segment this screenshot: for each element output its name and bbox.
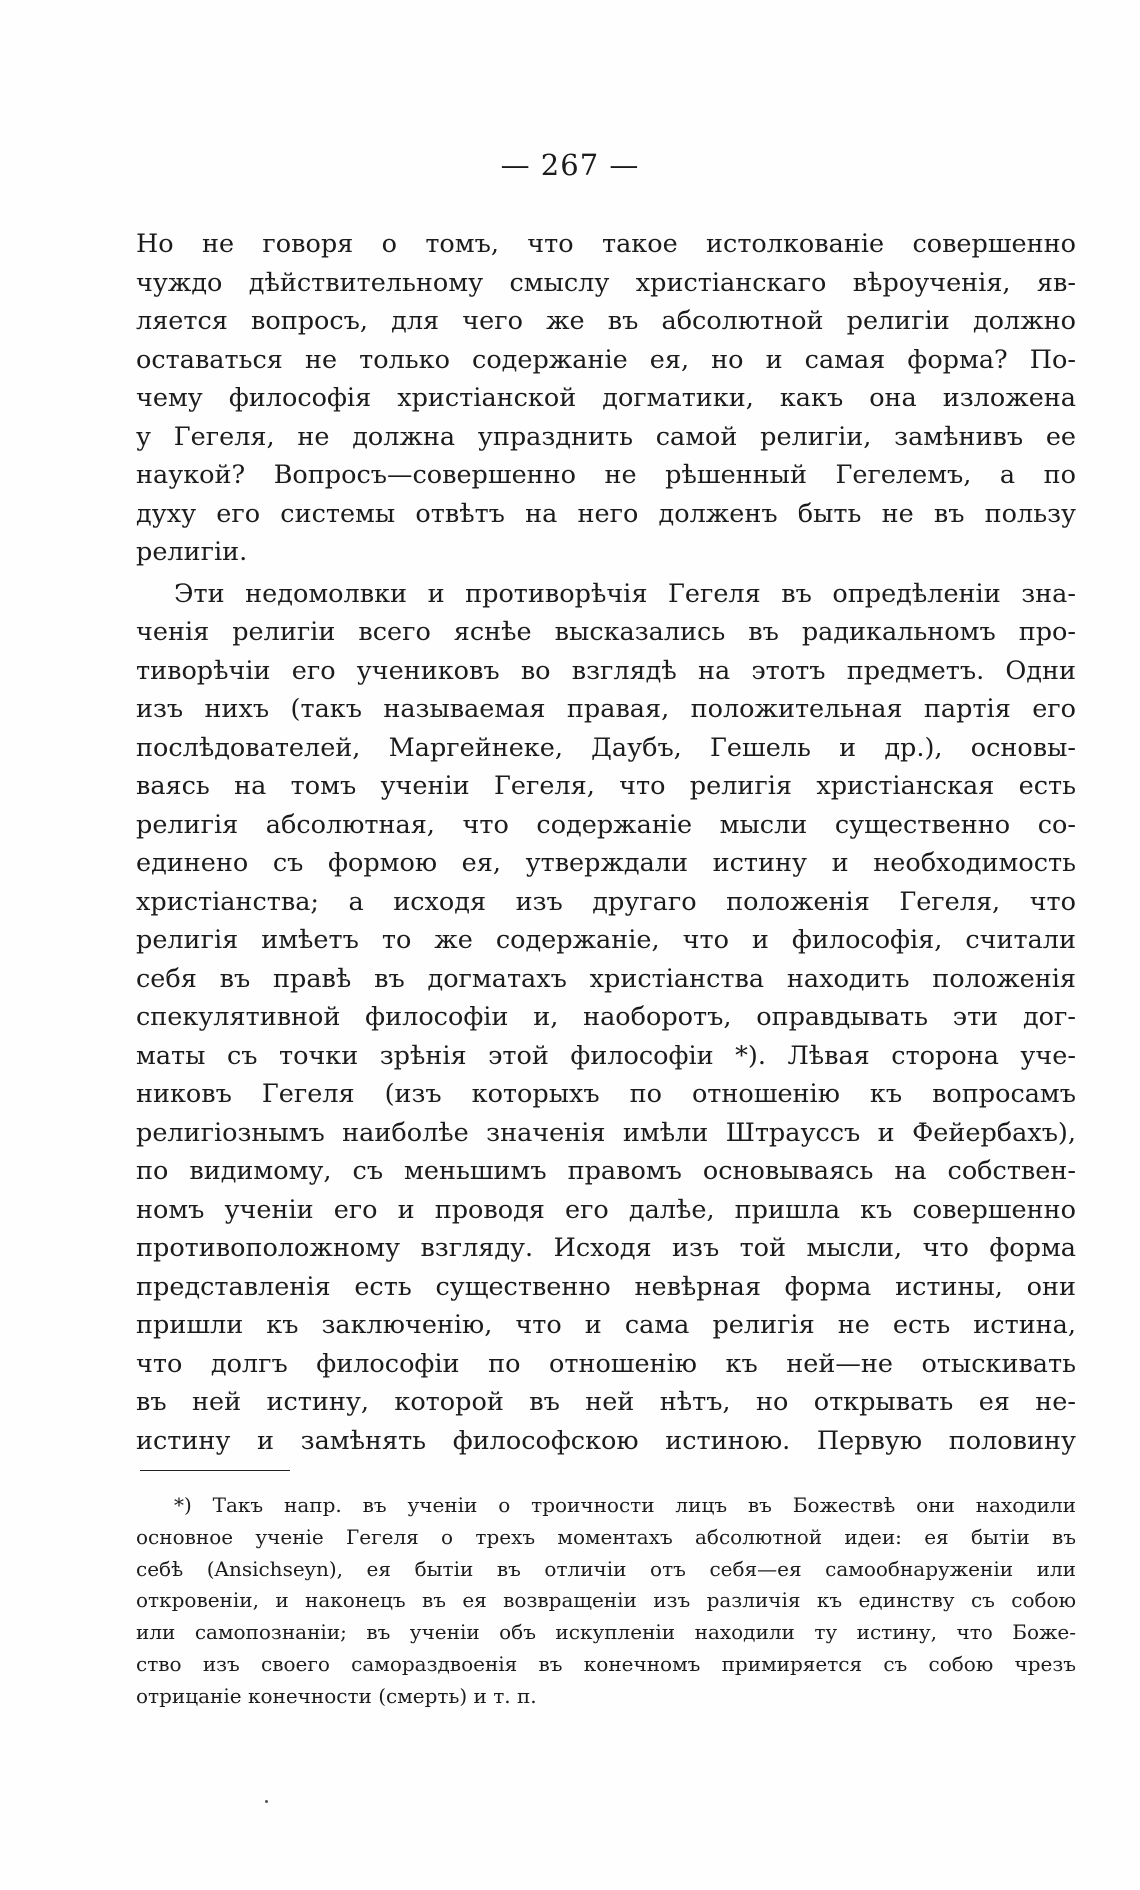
text-line: представленія есть существенно невѣрная форма истины, они (136, 1271, 1076, 1302)
print-speck (265, 1800, 268, 1803)
text-line: Эти недомолвки и противорѣчія Гегеля въ опредѣленіи зна- (174, 578, 1076, 609)
text-line: изъ нихъ (такъ называемая правая, положительная партія его (136, 694, 1076, 724)
text-line: наукой? Вопросъ—совершенно не рѣшенный Гегелемъ, а по (136, 460, 1076, 490)
footnote-line: откровеніи, и наконецъ въ ея возвращеніи изъ различія къ единству съ собою (136, 1588, 1076, 1613)
text-line: религія абсолютная, что содержаніе мысли существенно со- (136, 809, 1076, 840)
main-text (136, 225, 1076, 1460)
text-line: Но не говоря о томъ, что такое истолкованіе совершенно (136, 229, 1076, 259)
text-line: религіознымъ наиболѣе значенія имѣли Штрауссъ и Фейербахъ), (136, 1117, 1076, 1148)
text-line: по видимому, съ меньшимъ правомъ основываясь на собствен- (136, 1156, 1076, 1186)
text-line: чуждо дѣйствительному смыслу христіанскаго вѣроученія, яв- (136, 267, 1076, 298)
text-line: оставаться не только содержаніе ея, но и самая форма? По- (136, 344, 1076, 375)
paragraph-1 (136, 225, 1076, 572)
text-line: противоположному взгляду. Исходя изъ той мысли, что форма (136, 1233, 1076, 1263)
text-line: христіанства; а исходя изъ другаго положенія Гегеля, что (136, 886, 1076, 917)
text-line: тиворѣчіи его учениковъ во взглядѣ на этотъ предметъ. Одни (136, 655, 1076, 686)
text-line: истину и замѣнять философскою истиною. Первую половину (136, 1425, 1076, 1456)
text-line: послѣдователей, Маргейнеке, Даубъ, Гешель и др.), основы- (136, 732, 1076, 763)
text-line: номъ ученіи его и проводя его далѣе, пришла къ совершенно (136, 1194, 1076, 1225)
text-line: пришли къ заключенію, что и сама религія не есть истина, (136, 1310, 1076, 1340)
footnote-line: или самопознаніи; въ ученіи объ искупленіи находили ту истину, что Боже- (136, 1620, 1076, 1645)
text-line: религіи. (136, 537, 248, 567)
footnote-line: ство изъ своего самораздвоенія въ конечномъ примиряется съ собою чрезъ (136, 1651, 1076, 1676)
text-line: духу его системы отвѣтъ на него долженъ быть не въ пользу (136, 498, 1076, 529)
text-line: у Гегеля, не должна упразднить самой религіи, замѣнивъ ее (136, 421, 1076, 452)
footnote-line: отрицаніе конечности (смерть) и т. п. (136, 1683, 537, 1708)
text-line: ченія религіи всего яснѣе высказались въ радикальномъ про- (136, 617, 1076, 647)
footnote (136, 1490, 1076, 1713)
text-line: ляется вопросъ, для чего же въ абсолютной религіи должно (136, 306, 1076, 336)
text-line: ваясь на томъ ученіи Гегеля, что религія христіанская есть (136, 771, 1076, 801)
footnote-divider (140, 1470, 290, 1471)
text-line: никовъ Гегеля (изъ которыхъ по отношенію къ вопросамъ (136, 1079, 1076, 1109)
text-line: въ ней истину, которой въ ней нѣтъ, но открывать ея не- (136, 1387, 1076, 1417)
paragraph-2 (136, 575, 1076, 1461)
text-line: спекулятивной философіи и, наоборотъ, оправдывать эти дог- (136, 1002, 1076, 1032)
page-number: — 267 — (500, 148, 640, 182)
text-line: что долгъ философіи по отношенію къ ней—не отыскивать (136, 1348, 1076, 1379)
footnote-line: *) Такъ напр. въ ученіи о троичности лицъ въ Божествѣ они находили (174, 1493, 1076, 1517)
footnote-line: себѣ (Ansichseyn), ея бытіи въ отличіи отъ себя—ея самообнаруженіи или (136, 1556, 1076, 1581)
text-line: маты съ точки зрѣнія этой философіи *). Лѣвая сторона уче- (136, 1040, 1076, 1071)
text-line: себя въ правѣ въ догматахъ христіанства находить положенія (136, 963, 1076, 994)
text-line: чему философія христіанской догматики, какъ она изложена (136, 383, 1076, 413)
footnote-line: основное ученіе Гегеля о трехъ моментахъ абсолютной идеи: ея бытіи въ (136, 1524, 1076, 1549)
text-line: религія имѣетъ то же содержаніе, что и философія, считали (136, 925, 1076, 955)
text-line: единено съ формою ея, утверждали истину и необходимость (136, 848, 1076, 878)
